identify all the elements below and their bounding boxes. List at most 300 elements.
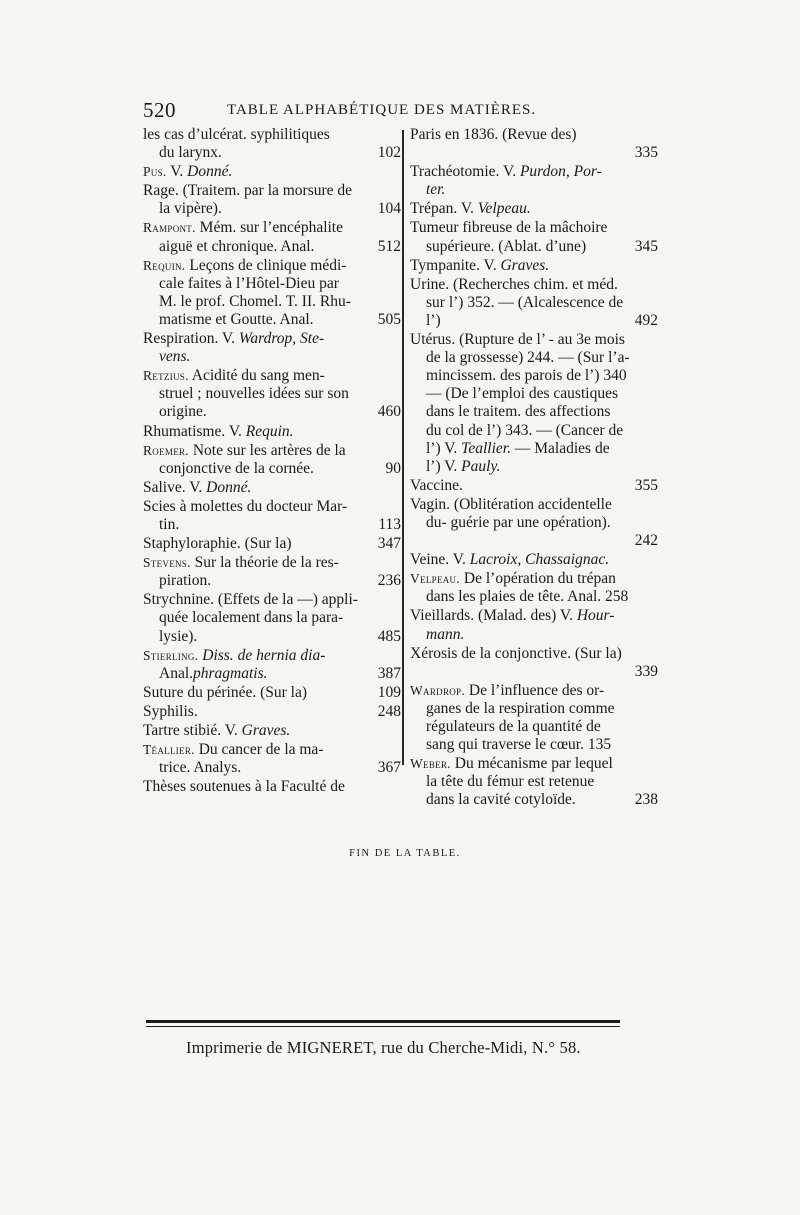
page-ref: 335	[634, 144, 658, 162]
index-entry	[143, 182, 401, 218]
entry-body: de la grossesse) 244. — (Sur l’a-	[426, 349, 630, 367]
entry-italic: mann.	[426, 625, 465, 643]
entry-italic: Pauly.	[461, 457, 501, 475]
page-ref: 347	[377, 535, 401, 553]
entry-body: Vieillards. (Malad. des) V.	[410, 607, 577, 625]
index-entry	[410, 126, 658, 162]
index-line	[410, 514, 658, 532]
entry-body: De l’opération du trépan	[460, 570, 616, 588]
entry-italic: phragmatis.	[193, 664, 268, 682]
index-column-right	[410, 126, 658, 810]
index-line	[410, 440, 658, 458]
entry-body: aiguë et chronique. Anal.	[159, 237, 315, 255]
column-divider	[402, 130, 404, 765]
index-line	[410, 276, 658, 294]
index-line	[143, 516, 401, 534]
index-entry	[143, 442, 401, 478]
index-entry	[143, 554, 401, 590]
page-ref: 355	[634, 476, 658, 494]
entry-text	[410, 276, 618, 294]
entry-italic: Graves.	[241, 722, 291, 739]
entry-body: matisme et Goutte. Anal.	[159, 310, 314, 328]
index-entry	[143, 535, 401, 553]
entry-text	[159, 759, 241, 777]
page-ref: 512	[377, 237, 401, 255]
entry-text	[410, 477, 463, 495]
index-line	[410, 700, 658, 718]
entry-text	[159, 403, 207, 421]
entry-italic: Lacroix, Chassaignac.	[469, 551, 610, 569]
entry-text	[426, 626, 464, 644]
entry-body: Du mécanisme par lequel	[450, 755, 613, 773]
index-line	[143, 741, 401, 759]
entry-italic: Diss. de hernia dia-	[198, 646, 326, 664]
entry-text	[426, 791, 576, 809]
entry-text	[426, 349, 630, 367]
index-line	[410, 367, 658, 385]
entry-text	[410, 126, 577, 144]
entry-text	[426, 238, 586, 256]
entry-body: les cas d’ulcérat. syphilitiques	[143, 126, 330, 143]
entry-body: — (De l’emploi des caustiques	[426, 385, 618, 403]
index-line	[143, 348, 401, 366]
entry-heading: Roemer.	[143, 442, 189, 458]
entry-body: sur l’) 352. — (Alcalescence de	[426, 293, 624, 311]
entry-text	[410, 257, 549, 275]
entry-body: conjonctive de la cornée.	[159, 459, 314, 477]
entry-body: Staphyloraphie. (Sur la)	[143, 535, 292, 553]
entry-italic: Graves.	[500, 256, 550, 274]
index-line	[143, 200, 401, 218]
index-line	[143, 144, 401, 162]
entry-text	[410, 607, 614, 625]
entry-text	[143, 126, 330, 144]
entry-body: dans le traitem. des affections	[426, 403, 611, 421]
entry-body: la vipère).	[159, 200, 222, 218]
page-ref: 460	[377, 403, 401, 421]
entry-body: tin.	[159, 515, 180, 533]
entry-tail: — Maladies de	[511, 439, 610, 457]
entry-text	[143, 219, 343, 237]
entry-body: Tympanite. V.	[410, 256, 501, 274]
entry-text	[159, 385, 349, 403]
index-entry	[143, 423, 401, 441]
index-entry	[410, 257, 658, 275]
index-entry	[143, 163, 401, 181]
entry-italic: Velpeau.	[477, 200, 531, 218]
index-line	[143, 591, 401, 609]
entry-text	[426, 422, 623, 440]
page-ref: 505	[377, 310, 401, 328]
index-line	[410, 773, 658, 791]
index-line	[410, 403, 658, 421]
index-line	[143, 759, 401, 777]
index-entry	[410, 276, 658, 330]
entry-body: V.	[166, 163, 188, 181]
entry-text	[143, 182, 352, 200]
entry-body: quée localement dans la para-	[159, 609, 344, 627]
page-ref: 113	[378, 515, 401, 533]
index-line	[143, 479, 401, 497]
index-line	[143, 275, 401, 293]
entry-text	[426, 312, 441, 330]
entry-body: du- guérie par une opération).	[426, 513, 611, 531]
entry-body: Sur la théorie de la res-	[190, 554, 339, 572]
entry-text	[410, 496, 612, 514]
entry-text	[159, 293, 351, 311]
entry-text	[410, 200, 531, 218]
index-line	[410, 551, 658, 569]
entry-body: l’) V.	[426, 439, 462, 457]
entry-body: cale faites à l’Hôtel-Dieu par	[159, 274, 339, 292]
entry-text	[159, 609, 343, 627]
index-line	[143, 257, 401, 275]
entry-text	[143, 778, 345, 796]
entry-text	[426, 181, 445, 199]
index-line	[410, 626, 658, 644]
entry-text	[426, 385, 618, 403]
entry-body: Urine. (Recherches chim. et méd.	[410, 275, 618, 293]
index-line	[143, 311, 401, 329]
page-ref: 387	[377, 664, 401, 682]
index-entry	[410, 607, 658, 643]
index-line	[410, 755, 658, 773]
index-line	[410, 238, 658, 256]
index-line	[143, 535, 401, 553]
entry-text	[159, 572, 211, 590]
index-line	[410, 349, 658, 367]
index-line	[143, 182, 401, 200]
entry-body: sang qui traverse le cœur. 135	[426, 736, 612, 754]
entry-body: lysie).	[159, 627, 198, 645]
entry-text	[410, 755, 613, 773]
index-line	[143, 126, 401, 144]
entry-body: Note sur les artères de la	[188, 441, 346, 459]
index-entry	[143, 703, 401, 721]
entry-heading: Weber.	[410, 756, 451, 772]
entry-text	[159, 200, 222, 218]
entry-text	[143, 703, 198, 721]
entry-italic: Wardrop, Ste-	[238, 330, 325, 348]
entry-text	[143, 722, 290, 740]
index-line	[410, 663, 658, 681]
entry-body: M. le prof. Chomel. T. II. Rhu-	[159, 292, 351, 310]
page-ref: 236	[377, 572, 401, 590]
entry-body: trice. Analys.	[159, 759, 242, 777]
entry-text	[426, 440, 610, 458]
index-entry	[143, 722, 401, 740]
entry-body: Vaccine.	[410, 476, 463, 494]
index-line	[143, 238, 401, 256]
entry-text	[410, 570, 616, 588]
entry-body: Salive. V.	[143, 478, 207, 496]
entry-italic: Purdon, Por-	[519, 163, 602, 181]
entry-text	[426, 588, 628, 606]
entry-text	[410, 682, 604, 700]
index-line	[410, 682, 658, 700]
index-line	[143, 665, 401, 683]
index-line	[410, 532, 658, 550]
entry-text	[143, 591, 358, 609]
index-line	[410, 477, 658, 495]
index-line	[143, 554, 401, 572]
index-line	[143, 293, 401, 311]
entry-body: l’)	[426, 311, 441, 329]
thick-rule	[146, 1020, 620, 1023]
entry-body: Trachéotomie. V.	[410, 163, 520, 181]
index-entry	[143, 591, 401, 645]
entry-body: Vagin. (Oblitération accidentelle	[410, 495, 612, 513]
entry-body: Acidité du sang men-	[188, 367, 325, 385]
index-line	[410, 588, 658, 606]
entry-text	[426, 718, 601, 736]
index-line	[410, 496, 658, 514]
entry-heading: Rampont.	[143, 220, 196, 236]
running-title: TABLE ALPHABÉTIQUE DES MATIÈRES.	[227, 102, 537, 118]
index-line	[143, 385, 401, 403]
index-entry	[410, 163, 658, 199]
entry-body: Strychnine. (Effets de la —) appli-	[143, 591, 358, 609]
index-line	[410, 181, 658, 199]
entry-body: Scies à molettes du docteur Mar-	[143, 497, 348, 515]
entry-body: la tête du fémur est retenue	[426, 773, 595, 791]
entry-heading: Pus.	[143, 164, 167, 180]
entry-heading: Téallier.	[143, 742, 195, 758]
index-column-left	[143, 126, 401, 797]
index-entry	[143, 684, 401, 702]
index-entry	[410, 477, 658, 495]
entry-text	[410, 219, 607, 237]
page-ref: 345	[634, 237, 658, 255]
index-entry	[143, 647, 401, 683]
page-ref: 102	[377, 144, 401, 162]
page-number: 520	[143, 98, 176, 122]
index-line	[143, 163, 401, 181]
entry-italic: Requin.	[245, 422, 294, 440]
entry-text	[159, 144, 222, 162]
entry-body: De l’influence des or-	[465, 681, 605, 699]
index-line	[143, 722, 401, 740]
entry-body: Trépan. V.	[410, 200, 478, 218]
index-line	[143, 628, 401, 646]
entry-text	[143, 684, 307, 702]
index-entry	[410, 219, 658, 255]
entry-body: Tartre stibié. V.	[143, 722, 242, 739]
entry-text	[410, 645, 622, 663]
index-line	[410, 331, 658, 349]
index-line	[143, 423, 401, 441]
index-line	[410, 607, 658, 625]
index-entry	[410, 645, 658, 681]
page-ref: 242	[634, 532, 658, 550]
index-line	[410, 144, 658, 162]
index-line	[410, 163, 658, 181]
entry-text	[426, 458, 500, 476]
entry-text	[426, 367, 627, 385]
printer-imprint: Imprimerie de MIGNERET, rue du Cherche-Midi, N.° 58.	[186, 1038, 581, 1057]
index-line	[143, 703, 401, 721]
entry-text	[143, 163, 232, 181]
entry-body: Utérus. (Rupture de l’ - au 3e mois	[410, 331, 625, 349]
index-entry	[143, 219, 401, 255]
index-line	[143, 403, 401, 421]
entry-text	[159, 665, 268, 683]
index-line	[410, 294, 658, 312]
entry-body: mincissem. des parois de l’) 340	[426, 367, 627, 385]
entry-text	[159, 348, 190, 366]
entry-body: Leçons de clinique médi-	[185, 256, 347, 274]
entry-heading: Requin.	[143, 257, 186, 273]
entry-body: Veine. V.	[410, 551, 470, 569]
index-entry	[143, 498, 401, 534]
index-line	[410, 718, 658, 736]
entry-body: Xérosis de la conjonctive. (Sur la)	[410, 644, 622, 662]
entry-text	[426, 514, 611, 532]
entry-italic: ter.	[426, 181, 446, 199]
index-line	[410, 791, 658, 809]
index-line	[410, 219, 658, 237]
entry-text	[410, 163, 602, 181]
index-entry	[143, 367, 401, 421]
page-ref: 90	[385, 459, 401, 477]
entry-text	[143, 647, 325, 665]
entry-body: Tumeur fibreuse de la mâchoire	[410, 219, 608, 237]
entry-body: Suture du périnée. (Sur la)	[143, 683, 307, 701]
entry-body: du col de l’) 343. — (Cancer de	[426, 421, 624, 439]
entry-text	[143, 535, 292, 553]
index-line	[143, 442, 401, 460]
index-entry	[410, 331, 658, 476]
index-line	[143, 778, 401, 796]
entry-heading: Stierling.	[143, 647, 199, 663]
entry-text	[426, 736, 611, 754]
entry-body: Rage. (Traitem. par la morsure de	[143, 182, 353, 200]
index-entry	[410, 200, 658, 218]
entry-body: Syphilis.	[143, 702, 198, 720]
entry-heading: Wardrop.	[410, 682, 466, 698]
entry-text	[159, 311, 314, 329]
entry-text	[143, 554, 339, 572]
entry-text	[143, 367, 325, 385]
index-line	[143, 647, 401, 665]
index-entry	[143, 741, 401, 777]
index-entry	[410, 551, 658, 569]
index-line	[143, 330, 401, 348]
entry-body: supérieure. (Ablat. d’une)	[426, 237, 587, 255]
index-entry	[143, 257, 401, 329]
entry-body: struel ; nouvelles idées sur son	[159, 385, 349, 403]
index-line	[143, 219, 401, 237]
entry-text	[143, 442, 346, 460]
entry-body: origine.	[159, 403, 207, 421]
entry-text	[159, 275, 339, 293]
entry-body: dans la cavité cotyloïde.	[426, 791, 576, 809]
entry-heading: Velpeau.	[410, 571, 461, 587]
index-line	[410, 200, 658, 218]
index-entry	[143, 126, 401, 162]
index-entry	[143, 330, 401, 366]
entry-italic: Hour-	[576, 607, 615, 625]
entry-body: Mém. sur l’encéphalite	[195, 219, 343, 237]
entry-text	[143, 498, 347, 516]
index-line	[143, 498, 401, 516]
entry-body: Anal.	[159, 664, 194, 682]
page-ref: 104	[377, 200, 401, 218]
entry-body: Respiration. V.	[143, 330, 239, 348]
page-ref: 339	[634, 662, 658, 680]
entry-body: Rhumatisme. V.	[143, 422, 246, 440]
entry-text	[143, 741, 323, 759]
index-line	[410, 385, 658, 403]
index-line	[143, 684, 401, 702]
entry-text	[426, 773, 594, 791]
index-line	[410, 736, 658, 754]
entry-italic: Teallier.	[461, 439, 511, 457]
entry-text	[143, 423, 294, 441]
entry-text	[159, 628, 197, 646]
entry-body: dans les plaies de tête. Anal. 258	[426, 588, 629, 606]
entry-text	[143, 479, 251, 497]
page-ref: 248	[377, 702, 401, 720]
index-line	[143, 460, 401, 478]
running-header	[143, 98, 663, 122]
entry-heading: Retzius.	[143, 368, 189, 384]
entry-text	[159, 460, 314, 478]
index-line	[410, 458, 658, 476]
index-line	[410, 257, 658, 275]
entry-italic: vens.	[159, 348, 191, 366]
entry-body: piration.	[159, 572, 212, 590]
index-line	[410, 126, 658, 144]
thin-rule	[146, 1026, 620, 1027]
index-entry	[410, 496, 658, 550]
index-entry	[410, 755, 658, 809]
index-entry	[410, 682, 658, 754]
page-ref: 238	[634, 791, 658, 809]
entry-body: Paris en 1836. (Revue des)	[410, 126, 577, 143]
end-of-table-note: FIN DE LA TABLE.	[349, 848, 461, 859]
index-line	[410, 570, 658, 588]
index-line	[143, 609, 401, 627]
index-line	[410, 312, 658, 330]
page-ref: 492	[634, 311, 658, 329]
page-ref: 367	[377, 759, 401, 777]
entry-text	[159, 516, 179, 534]
entry-body: régulateurs de la quantité de	[426, 718, 601, 735]
entry-italic: Donné.	[187, 163, 233, 181]
index-line	[143, 367, 401, 385]
index-line	[410, 422, 658, 440]
entry-text	[143, 330, 324, 348]
index-entry	[143, 778, 401, 796]
index-line	[143, 572, 401, 590]
page-ref: 485	[377, 627, 401, 645]
entry-body: Thèses soutenues à la Faculté de	[143, 778, 345, 796]
entry-heading: Stevens.	[143, 555, 191, 571]
page-ref: 109	[377, 683, 401, 701]
entry-text	[159, 238, 314, 256]
entry-body: l’) V.	[426, 457, 462, 475]
entry-body: ganes de la respiration comme	[426, 699, 615, 717]
index-entry	[410, 570, 658, 606]
entry-text	[143, 257, 346, 275]
entry-italic: Donné.	[206, 478, 252, 496]
index-entry	[143, 479, 401, 497]
entry-body: Du cancer de la ma-	[194, 741, 324, 759]
index-line	[410, 645, 658, 663]
entry-body: du larynx.	[159, 144, 222, 162]
entry-text	[426, 700, 615, 718]
